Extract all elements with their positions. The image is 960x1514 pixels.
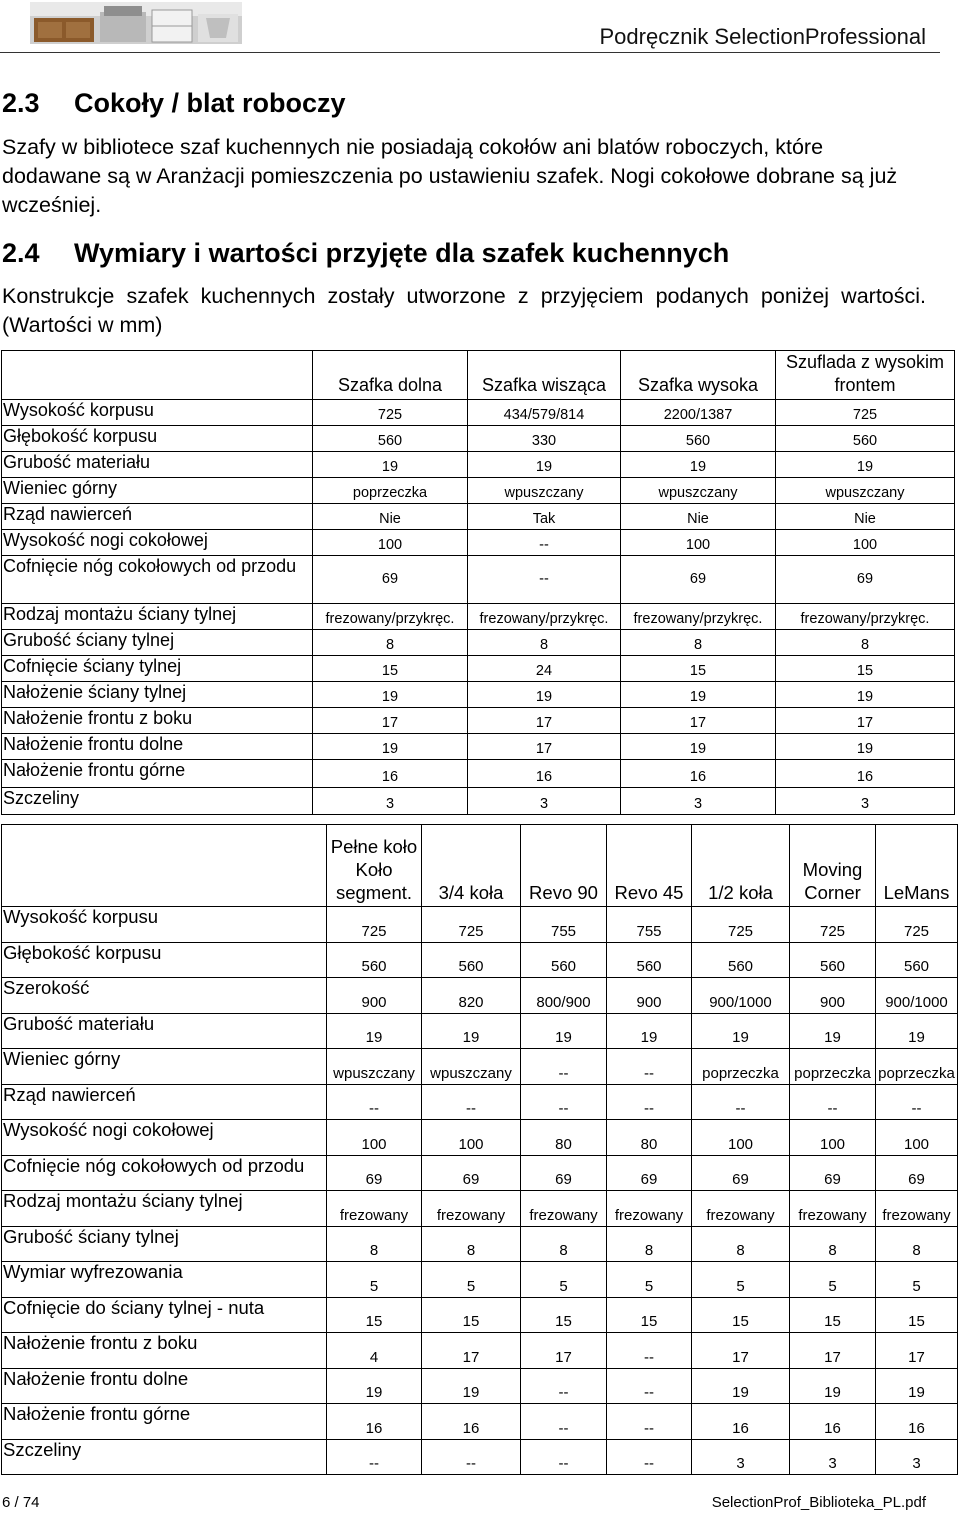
table-cell: -- xyxy=(422,1084,521,1120)
table-cell: 19 xyxy=(621,734,776,760)
row-label: Cofnięcie nóg cokołowych od przodu xyxy=(2,1155,327,1191)
table-row xyxy=(2,788,955,815)
section-2-4-paragraph: Konstrukcje szafek kuchennych zostały utworzone z przyjęciem podanych poniżej wartości. (Wartości w mm) xyxy=(2,284,926,337)
table-cell: -- xyxy=(521,1439,607,1475)
table-cell: poprzeczka xyxy=(313,478,468,504)
column-header: 3/4 koła xyxy=(422,825,521,907)
table-cell: 16 xyxy=(422,1404,521,1440)
table-row xyxy=(2,1333,958,1369)
table-cell: frezowany xyxy=(607,1191,692,1227)
table-cell: 3 xyxy=(621,788,776,815)
column-header: 1/2 koła xyxy=(692,825,790,907)
corner-cabinet-dimensions-table xyxy=(1,824,958,1475)
table-cell: 15 xyxy=(327,1297,422,1333)
row-label: Grubość materiału xyxy=(2,1013,327,1049)
row-label: Rząd nawierceń xyxy=(2,1084,327,1120)
table-cell: poprzeczka xyxy=(876,1049,958,1085)
table-cell: 19 xyxy=(313,682,468,708)
table-cell: 19 xyxy=(790,1368,876,1404)
table-cell: 69 xyxy=(876,1155,958,1191)
table-cell: -- xyxy=(327,1439,422,1475)
table-cell: 69 xyxy=(607,1155,692,1191)
table-row xyxy=(2,452,955,478)
table-cell: -- xyxy=(607,1333,692,1369)
table-cell: 725 xyxy=(790,907,876,943)
table-cell: 900 xyxy=(327,978,422,1014)
table-cell: 3 xyxy=(876,1439,958,1475)
table-cell: 800/900 xyxy=(521,978,607,1014)
row-label: Nałożenie frontu z boku xyxy=(2,708,313,734)
table-cell: -- xyxy=(607,1049,692,1085)
table-cell: 5 xyxy=(521,1262,607,1298)
table-cell: 100 xyxy=(621,530,776,556)
row-label: Nałożenie frontu dolne xyxy=(2,1368,327,1404)
page-number: 6 / 74 xyxy=(2,1494,40,1511)
table-cell: 15 xyxy=(790,1297,876,1333)
table-row xyxy=(2,708,955,734)
section-number: 2.3 xyxy=(2,88,40,118)
table-cell: frezowany xyxy=(521,1191,607,1227)
table-cell: 100 xyxy=(313,530,468,556)
row-label: Wysokość korpusu xyxy=(2,907,327,943)
section-title: Cokoły / blat roboczy xyxy=(74,88,346,118)
table-row xyxy=(2,400,955,426)
row-label: Nałożenie frontu górne xyxy=(2,1404,327,1440)
table-row xyxy=(2,604,955,630)
row-label: Cofnięcie nóg cokołowych od przodu xyxy=(2,556,313,604)
row-label: Grubość ściany tylnej xyxy=(2,1226,327,1262)
table-cell: -- xyxy=(422,1439,521,1475)
section-2-3-heading xyxy=(2,88,346,119)
table-cell: 5 xyxy=(327,1262,422,1298)
table-cell: 16 xyxy=(327,1404,422,1440)
table-row xyxy=(2,1262,958,1298)
row-label: Grubość ściany tylnej xyxy=(2,630,313,656)
table-row xyxy=(2,1368,958,1404)
table-cell: 69 xyxy=(692,1155,790,1191)
row-label: Wymiar wyfrezowania xyxy=(2,1262,327,1298)
table-cell: 15 xyxy=(776,656,955,682)
table-cell: 16 xyxy=(790,1404,876,1440)
table-cell: -- xyxy=(521,1368,607,1404)
table-cell: 725 xyxy=(776,400,955,426)
table-row xyxy=(2,978,958,1014)
table-row xyxy=(2,1297,958,1333)
table-cell: 17 xyxy=(468,708,621,734)
table-cell: 19 xyxy=(790,1013,876,1049)
table-cell: 19 xyxy=(468,452,621,478)
table-cell: 15 xyxy=(422,1297,521,1333)
table-cell: 100 xyxy=(692,1120,790,1156)
table-cell: 5 xyxy=(422,1262,521,1298)
table-row xyxy=(2,1155,958,1191)
table-cell: 434/579/814 xyxy=(468,400,621,426)
table-cell: Nie xyxy=(776,504,955,530)
table-cell: Nie xyxy=(621,504,776,530)
table-row xyxy=(2,1013,958,1049)
table-cell: 17 xyxy=(521,1333,607,1369)
table-cell: 19 xyxy=(313,452,468,478)
table-cell: 17 xyxy=(468,734,621,760)
row-label: Rząd nawierceń xyxy=(2,504,313,530)
table-cell: 17 xyxy=(692,1333,790,1369)
table-cell: 900/1000 xyxy=(876,978,958,1014)
table-cell: 19 xyxy=(621,452,776,478)
row-label: Rodzaj montażu ściany tylnej xyxy=(2,1191,327,1227)
table-cell: 100 xyxy=(876,1120,958,1156)
table-cell: 17 xyxy=(621,708,776,734)
table-cell: 330 xyxy=(468,426,621,452)
table-cell: 560 xyxy=(790,942,876,978)
table-cell: 725 xyxy=(876,907,958,943)
table-cell: 8 xyxy=(607,1226,692,1262)
table-cell: 16 xyxy=(876,1404,958,1440)
table-cell: 69 xyxy=(790,1155,876,1191)
row-label: Głębokość korpusu xyxy=(2,426,313,452)
column-header: Szuflada z wysokim frontem xyxy=(776,351,955,400)
file-name: SelectionProf_Biblioteka_PL.pdf xyxy=(711,1494,926,1511)
row-label: Wieniec górny xyxy=(2,478,313,504)
table-cell: 2200/1387 xyxy=(621,400,776,426)
table-cell: -- xyxy=(521,1049,607,1085)
table-cell: 15 xyxy=(607,1297,692,1333)
table-cell: frezowany xyxy=(790,1191,876,1227)
table-cell: 69 xyxy=(521,1155,607,1191)
row-label: Wysokość nogi cokołowej xyxy=(2,530,313,556)
table-cell: 5 xyxy=(692,1262,790,1298)
row-label: Głębokość korpusu xyxy=(2,942,327,978)
table-cell: frezowany/przykręc. xyxy=(621,604,776,630)
table-cell: 8 xyxy=(790,1226,876,1262)
table-cell: 16 xyxy=(313,760,468,788)
table-row xyxy=(2,426,955,452)
table-cell: 69 xyxy=(313,556,468,604)
header-title: Podręcznik SelectionProfessional xyxy=(599,24,926,49)
table-cell: frezowany/przykręc. xyxy=(468,604,621,630)
table-cell: 80 xyxy=(521,1120,607,1156)
table-cell: 19 xyxy=(468,682,621,708)
table-cell: 3 xyxy=(776,788,955,815)
table-cell: 19 xyxy=(776,682,955,708)
table-row xyxy=(2,760,955,788)
table-cell: 560 xyxy=(692,942,790,978)
table-cell: frezowany xyxy=(692,1191,790,1227)
section-title: Wymiary i wartości przyjęte dla szafek kuchennych xyxy=(74,238,730,268)
table-cell: 900 xyxy=(790,978,876,1014)
table-cell: 100 xyxy=(776,530,955,556)
table-cell: 8 xyxy=(422,1226,521,1262)
table-cell: wpuszczany xyxy=(468,478,621,504)
table-cell: 19 xyxy=(692,1368,790,1404)
kitchen-logo-image xyxy=(30,2,242,44)
table-cell: wpuszczany xyxy=(776,478,955,504)
table-cell: 15 xyxy=(692,1297,790,1333)
table-cell: 4 xyxy=(327,1333,422,1369)
row-label: Nałożenie frontu górne xyxy=(2,760,313,788)
table-cell: wpuszczany xyxy=(621,478,776,504)
table-cell: 8 xyxy=(468,630,621,656)
table-cell: 560 xyxy=(621,426,776,452)
table-cell: 15 xyxy=(313,656,468,682)
table-cell: 16 xyxy=(621,760,776,788)
column-header: Revo 90 xyxy=(521,825,607,907)
table-row xyxy=(2,530,955,556)
table-cell: 69 xyxy=(422,1155,521,1191)
table-row xyxy=(2,1049,958,1085)
table-cell: Nie xyxy=(313,504,468,530)
table-cell: 725 xyxy=(692,907,790,943)
table-cell: 100 xyxy=(327,1120,422,1156)
table-row xyxy=(2,907,958,943)
table-cell: -- xyxy=(790,1084,876,1120)
table-cell: -- xyxy=(607,1368,692,1404)
table-row xyxy=(2,1404,958,1440)
table-corner-cell xyxy=(2,825,327,907)
table-cell: 8 xyxy=(521,1226,607,1262)
table-cell: 19 xyxy=(692,1013,790,1049)
table-cell: 19 xyxy=(422,1368,521,1404)
table-cell: 8 xyxy=(327,1226,422,1262)
table-cell: 19 xyxy=(607,1013,692,1049)
table-cell: 69 xyxy=(776,556,955,604)
table-cell: 5 xyxy=(790,1262,876,1298)
table-cell: 16 xyxy=(692,1404,790,1440)
table-cell: 100 xyxy=(790,1120,876,1156)
table-cell: 560 xyxy=(776,426,955,452)
table-cell: frezowany/przykręc. xyxy=(313,604,468,630)
table-cell: frezowany xyxy=(876,1191,958,1227)
table-cell: 16 xyxy=(776,760,955,788)
table-row xyxy=(2,1191,958,1227)
table-row xyxy=(2,1084,958,1120)
table-cell: 19 xyxy=(776,734,955,760)
table-cell: 69 xyxy=(327,1155,422,1191)
table-cell: 19 xyxy=(876,1013,958,1049)
section-number: 2.4 xyxy=(2,238,40,268)
table-cell: 19 xyxy=(327,1013,422,1049)
table-cell: -- xyxy=(607,1084,692,1120)
page-header xyxy=(0,0,960,56)
table-cell: wpuszczany xyxy=(422,1049,521,1085)
table-cell: 3 xyxy=(468,788,621,815)
section-2-4-heading xyxy=(2,238,729,269)
table-cell: 24 xyxy=(468,656,621,682)
table-cell: 725 xyxy=(313,400,468,426)
table-cell: 820 xyxy=(422,978,521,1014)
table-cell: 8 xyxy=(776,630,955,656)
row-label: Szczeliny xyxy=(2,788,313,815)
table-cell: 3 xyxy=(790,1439,876,1475)
column-header: Moving Corner xyxy=(790,825,876,907)
table-cell: 560 xyxy=(313,426,468,452)
table-cell: 17 xyxy=(422,1333,521,1369)
table-cell: wpuszczany xyxy=(327,1049,422,1085)
table-cell: 19 xyxy=(621,682,776,708)
column-header: Pełne koło Koło segment. xyxy=(327,825,422,907)
table-header-row xyxy=(2,351,955,400)
row-label: Cofnięcie do ściany tylnej - nuta xyxy=(2,1297,327,1333)
row-label: Nałożenie frontu dolne xyxy=(2,734,313,760)
row-label: Wieniec górny xyxy=(2,1049,327,1085)
table-cell: poprzeczka xyxy=(790,1049,876,1085)
table-cell: -- xyxy=(607,1439,692,1475)
table-cell: 16 xyxy=(468,760,621,788)
table-cell: 755 xyxy=(521,907,607,943)
table-cell: poprzeczka xyxy=(692,1049,790,1085)
table-cell: 15 xyxy=(621,656,776,682)
table-cell: 8 xyxy=(313,630,468,656)
row-label: Szerokość xyxy=(2,978,327,1014)
table-cell: -- xyxy=(327,1084,422,1120)
table-cell: 8 xyxy=(692,1226,790,1262)
table-row xyxy=(2,682,955,708)
table-header-row xyxy=(2,825,958,907)
table-corner-cell xyxy=(2,351,313,400)
table-row xyxy=(2,556,955,604)
table-cell: 19 xyxy=(313,734,468,760)
cabinet-dimensions-table xyxy=(1,350,955,815)
table-cell: 69 xyxy=(621,556,776,604)
table-cell: 3 xyxy=(313,788,468,815)
table-row xyxy=(2,478,955,504)
row-label: Wysokość korpusu xyxy=(2,400,313,426)
table-cell: 3 xyxy=(692,1439,790,1475)
column-header: Revo 45 xyxy=(607,825,692,907)
row-label: Grubość materiału xyxy=(2,452,313,478)
table-cell: 19 xyxy=(776,452,955,478)
table-cell: -- xyxy=(607,1404,692,1440)
table-cell: 560 xyxy=(521,942,607,978)
table-cell: 560 xyxy=(607,942,692,978)
table-row xyxy=(2,1439,958,1475)
table-cell: -- xyxy=(876,1084,958,1120)
header-divider xyxy=(0,52,940,53)
table-cell: 15 xyxy=(876,1297,958,1333)
table-cell: 19 xyxy=(876,1368,958,1404)
row-label: Nałożenie ściany tylnej xyxy=(2,682,313,708)
table-row xyxy=(2,942,958,978)
table-row xyxy=(2,1120,958,1156)
table-cell: 755 xyxy=(607,907,692,943)
table-cell: 19 xyxy=(422,1013,521,1049)
table-cell: -- xyxy=(468,530,621,556)
table-cell: frezowany xyxy=(422,1191,521,1227)
table-cell: -- xyxy=(521,1404,607,1440)
table-row xyxy=(2,504,955,530)
table-cell: Tak xyxy=(468,504,621,530)
column-header: LeMans xyxy=(876,825,958,907)
table-cell: 19 xyxy=(521,1013,607,1049)
table-cell: -- xyxy=(692,1084,790,1120)
table-cell: 560 xyxy=(422,942,521,978)
section-2-3-paragraph: Szafy w bibliotece szaf kuchennych nie posiadają cokołów ani blatów roboczych, które dodawane są w Aranżacji pomieszczenia po ustawieniu szafek. Nogi cokołowe dobrane są już wcześniej. xyxy=(2,135,898,217)
table-cell: 560 xyxy=(327,942,422,978)
table-cell: 8 xyxy=(621,630,776,656)
table-cell: 100 xyxy=(422,1120,521,1156)
row-label: Wysokość nogi cokołowej xyxy=(2,1120,327,1156)
column-header: Szafka dolna xyxy=(313,351,468,400)
row-label: Rodzaj montażu ściany tylnej xyxy=(2,604,313,630)
table-cell: 19 xyxy=(327,1368,422,1404)
column-header: Szafka wysoka xyxy=(621,351,776,400)
table-cell: 725 xyxy=(327,907,422,943)
table-cell: 80 xyxy=(607,1120,692,1156)
table-cell: 8 xyxy=(876,1226,958,1262)
table-cell: 560 xyxy=(876,942,958,978)
table-cell: 900/1000 xyxy=(692,978,790,1014)
table-cell: -- xyxy=(468,556,621,604)
table-row xyxy=(2,656,955,682)
table-cell: 17 xyxy=(876,1333,958,1369)
table-cell: -- xyxy=(521,1084,607,1120)
table-cell: 15 xyxy=(521,1297,607,1333)
table-cell: 17 xyxy=(790,1333,876,1369)
table-row xyxy=(2,734,955,760)
table-cell: 5 xyxy=(876,1262,958,1298)
column-header: Szafka wisząca xyxy=(468,351,621,400)
table-cell: 5 xyxy=(607,1262,692,1298)
row-label: Cofnięcie ściany tylnej xyxy=(2,656,313,682)
table-cell: 17 xyxy=(776,708,955,734)
table-cell: 17 xyxy=(313,708,468,734)
row-label: Szczeliny xyxy=(2,1439,327,1475)
row-label: Nałożenie frontu z boku xyxy=(2,1333,327,1369)
table-cell: 900 xyxy=(607,978,692,1014)
table-cell: frezowany/przykręc. xyxy=(776,604,955,630)
table-row xyxy=(2,1226,958,1262)
table-cell: frezowany xyxy=(327,1191,422,1227)
table-cell: 725 xyxy=(422,907,521,943)
table-row xyxy=(2,630,955,656)
